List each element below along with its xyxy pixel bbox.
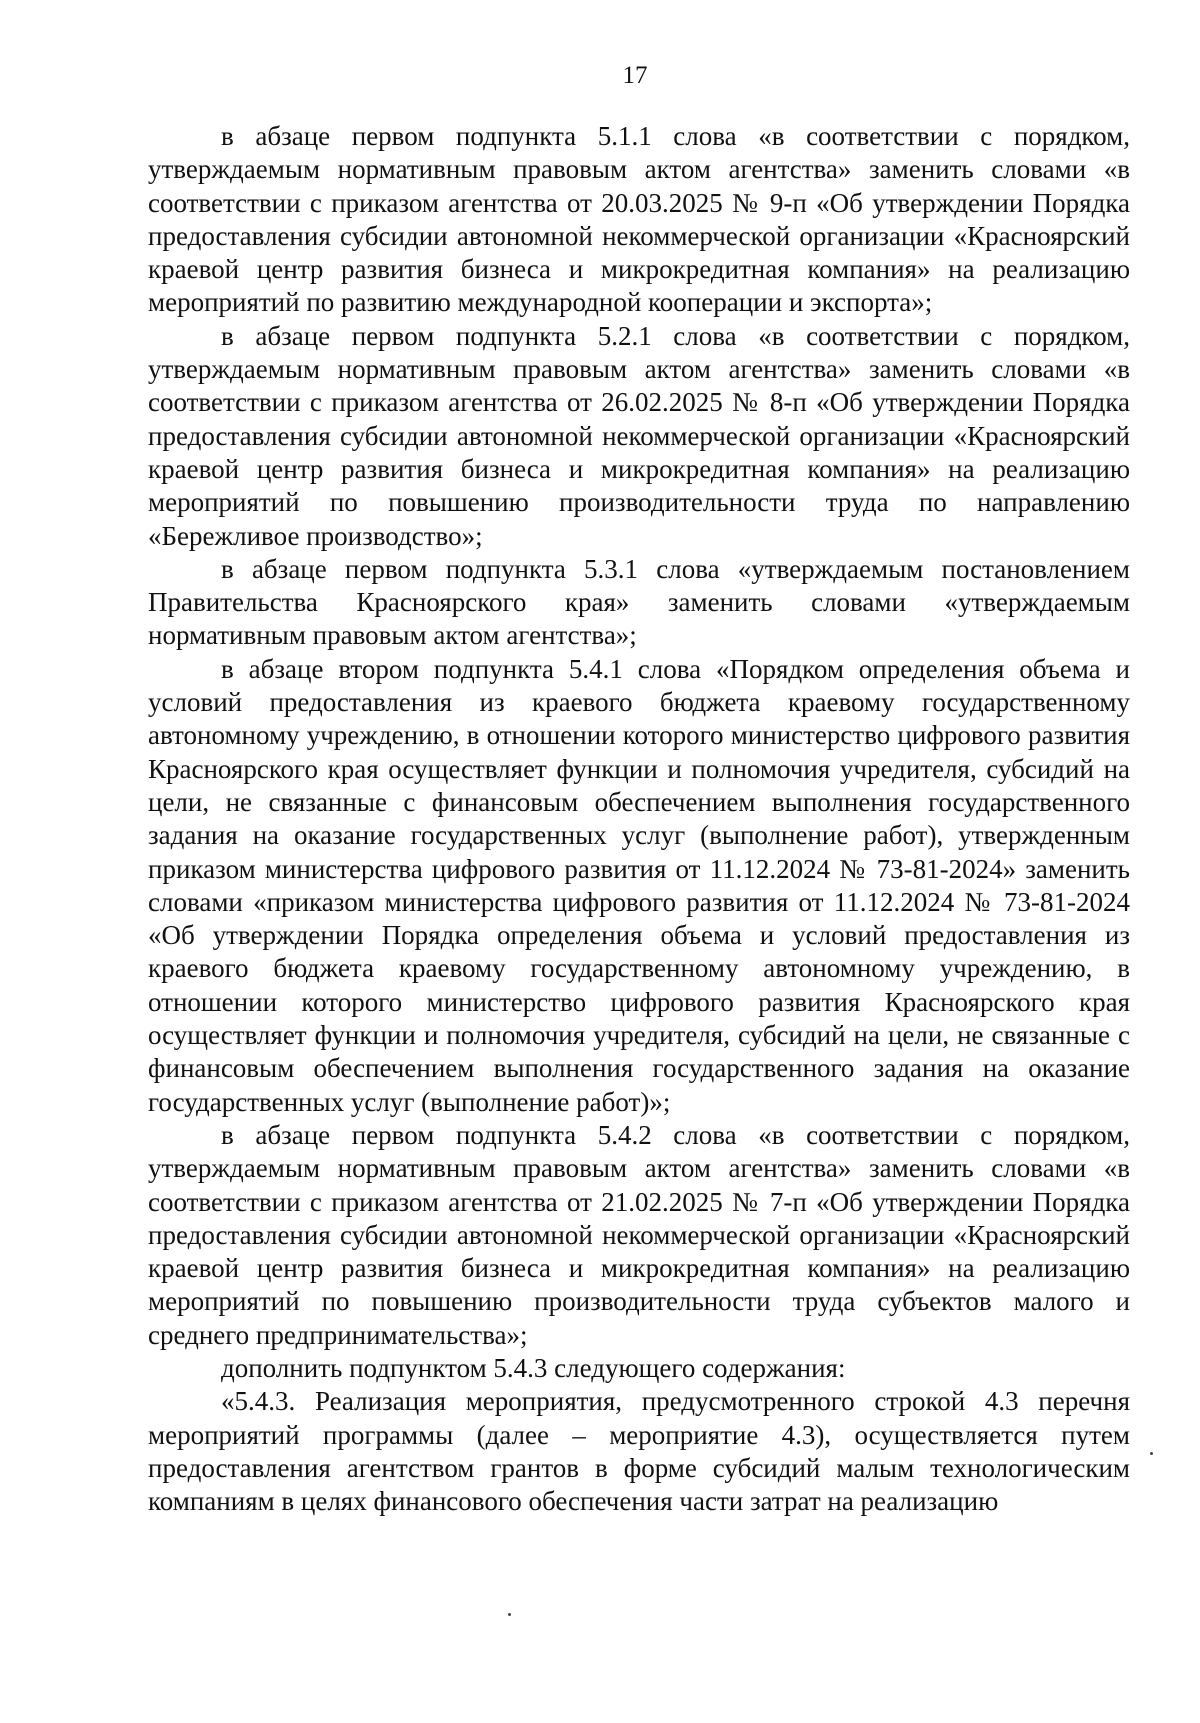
paragraph-5-4-1: в абзаце втором подпункта 5.4.1 слова «Порядком определения объема и условий предоставления из краевого бюджета краевому государственному автономному учреждению, в отношении которого министерство цифрового развития Красноярского края осуществляет функции и полномочия учредителя, субсидий на цели, не связанные с финансовым обеспечением выполнения государственного задания на оказание государственных услуг (выполнение работ), утвержденным приказом министерства цифрового развития от 11.12.2024 № 73-81-2024» заменить словами «приказом министерства цифрового развития от 11.12.2024 № 73-81-2024 «Об утверждении Порядка определения объема и условий предоставления из краевого бюджета краевому государственному автономному учреждению, в отношении которого министерство цифрового развития Красноярского края осуществляет функции и полномочия учредителя, субсидий на цели, не связанные с финансовым обеспечением выполнения государственного задания на оказание государственных услуг (выполнение работ)»;: [148, 653, 1130, 1117]
paragraph-add-5-4-3: дополнить подпунктом 5.4.3 следующего содержания:: [221, 1352, 846, 1383]
paragraph-5-2-1: в абзаце первом подпункта 5.2.1 слова «в соответствии с порядком, утверждаемым нормативным правовым актом агентства» заменить словами «в соответствии с приказом агентства от 26.02.2025 № 8-п «Об утверждении Порядка предоставления субсидии автономной некоммерческой организации «Красноярский краевой центр развития бизнеса и микрокредитная компания» на реализацию мероприятий по повышению производительности труда по направлению «Бережливое производство»;: [148, 320, 1130, 551]
scan-speck: [1150, 1452, 1153, 1455]
scan-speck: [508, 1613, 511, 1616]
paragraph-5-4-3-text: «5.4.3. Реализация мероприятия, предусмотренного строкой 4.3 перечня мероприятий программы (далее – мероприятие 4.3), осуществляется путем предоставления агентством грантов в форме субсидий малым технологическим компаниям в целях финансового обеспечения части затрат на реализацию: [148, 1386, 1130, 1517]
paragraph-5-1-1: в абзаце первом подпункта 5.1.1 слова «в соответствии с порядком, утверждаемым нормативным правовым актом агентства» заменить словами «в соответствии с приказом агентства от 20.03.2025 № 9-п «Об утверждении Порядка предоставления субсидии автономной некоммерческой организации «Красноярский краевой центр развития бизнеса и микрокредитная компания» на реализацию мероприятий по развитию международной кооперации и экспорта»;: [148, 121, 1130, 318]
paragraph-5-3-1: в абзаце первом подпункта 5.3.1 слова «утверждаемым постановлением Правительства Красноярского края» заменить словами «утверждаемым нормативным правовым актом агентства»;: [148, 553, 1130, 651]
paragraph-5-4-2: в абзаце первом подпункта 5.4.2 слова «в соответствии с порядком, утверждаемым нормативным правовым актом агентства» заменить словами «в соответствии с приказом агентства от 21.02.2025 № 7-п «Об утверждении Порядка предоставления субсидии автономной некоммерческой организации «Красноярский краевой центр развития бизнеса и микрокредитная компания» на реализацию мероприятий по повышению производительности труда субъектов малого и среднего предпринимательства»;: [148, 1119, 1130, 1350]
document-body: [148, 120, 1130, 1518]
page-number: 17: [622, 62, 648, 89]
